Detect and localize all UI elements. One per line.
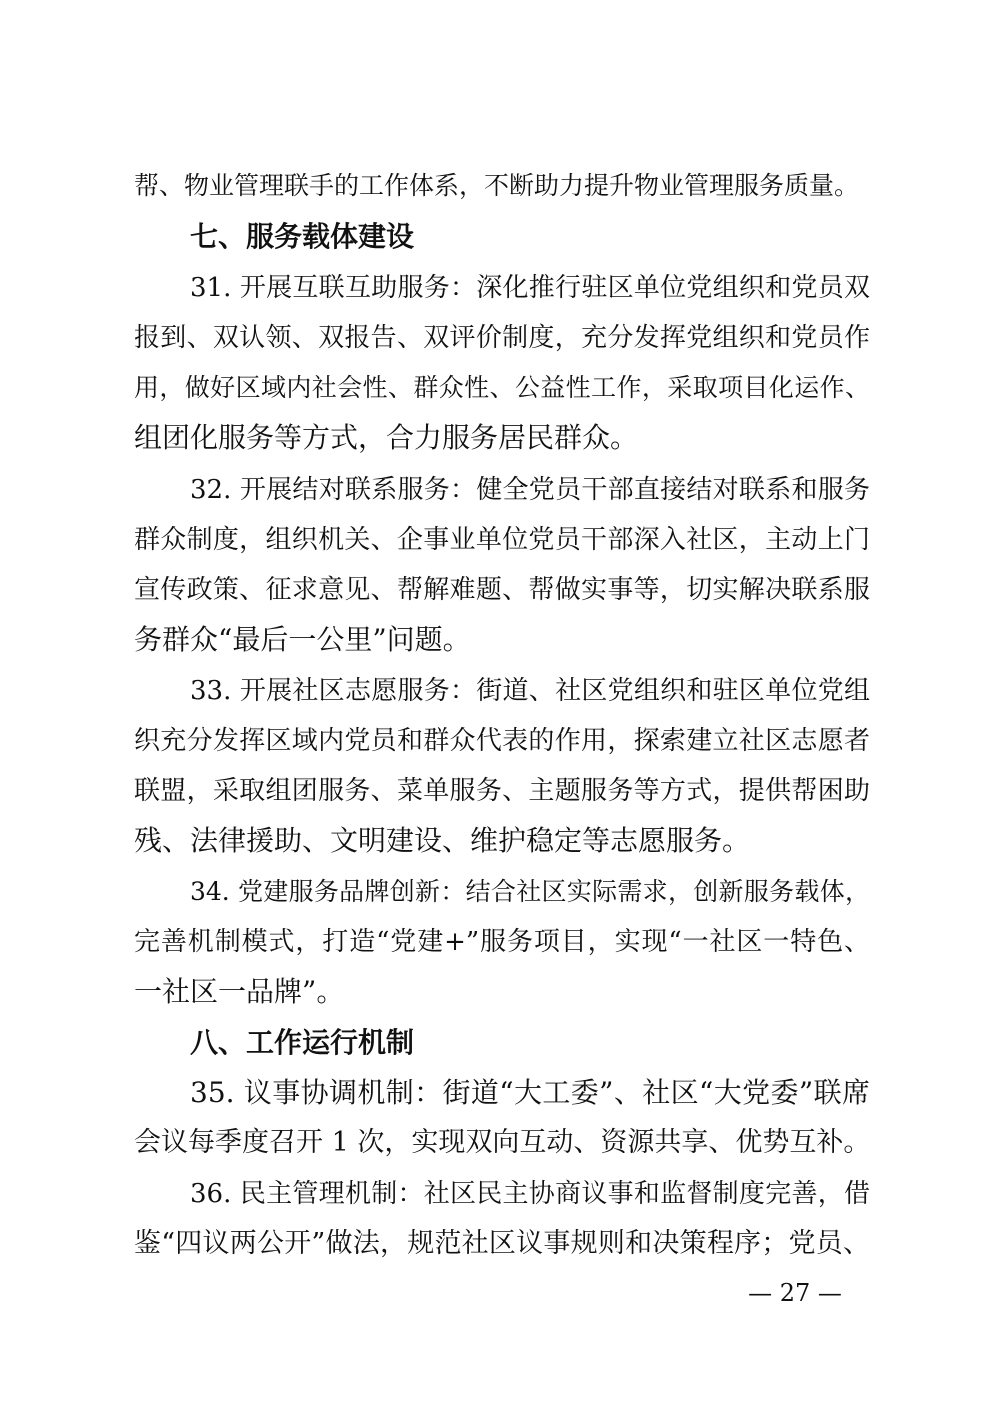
item-33-line-3: 联盟，采取组团服务、菜单服务、主题服务等方式，提供帮困助 bbox=[134, 776, 870, 806]
item-35-line-1: 35. 议事协调机制：街道“大工委”、社区“大党委”联席 bbox=[190, 1076, 870, 1109]
item-31-line-4: 组团化服务等方式，合力服务居民群众。 bbox=[134, 421, 639, 454]
item-31-line-1: 31. 开展互联互助服务：深化推行驻区单位党组织和党员双 bbox=[190, 273, 870, 303]
item-31-line-2: 报到、双认领、双报告、双评价制度，充分发挥党组织和党员作 bbox=[134, 323, 870, 353]
item-36-line-1: 36. 民主管理机制：社区民主协商议事和监督制度完善，借 bbox=[190, 1179, 870, 1209]
item-33-line-4: 残、法律援助、文明建设、维护稳定等志愿服务。 bbox=[134, 824, 751, 857]
item-32-line-4: 务群众“最后一公里”问题。 bbox=[134, 623, 471, 656]
paragraph-30-line-4: 帮、物业管理联手的工作体系，不断助力提升物业管理服务质量。 bbox=[134, 171, 860, 200]
item-31-line-3: 用，做好区域内社会性、群众性、公益性工作，采取项目化运作、 bbox=[134, 373, 870, 402]
item-33-line-1: 33. 开展社区志愿服务：街道、社区党组织和驻区单位党组 bbox=[190, 676, 870, 706]
item-34-line-1: 34. 党建服务品牌创新：结合社区实际需求，创新服务载体， bbox=[190, 877, 870, 906]
item-35-line-2: 会议每季度召开 1 次，实现双向互动、资源共享、优势互补。 bbox=[134, 1127, 871, 1158]
item-33-line-2: 织充分发挥区域内党员和群众代表的作用，探索建立社区志愿者 bbox=[134, 726, 870, 756]
page-number: — 27 — bbox=[748, 1279, 842, 1307]
section-heading-8: 八、工作运行机制 bbox=[190, 1026, 415, 1059]
section-heading-7: 七、服务载体建设 bbox=[190, 220, 415, 253]
item-36-line-2: 鉴“四议两公开”做法，规范社区议事规则和决策程序；党员、 bbox=[134, 1228, 870, 1259]
item-32-line-1: 32. 开展结对联系服务：健全党员干部直接结对联系和服务 bbox=[190, 475, 870, 505]
item-32-line-3: 宣传政策、征求意见、帮解难题、帮做实事等，切实解决联系服 bbox=[134, 575, 870, 605]
item-32-line-2: 群众制度，组织机关、企事业单位党员干部深入社区，主动上门 bbox=[134, 525, 870, 555]
item-34-line-2: 完善机制模式，打造“党建+”服务项目，实现“一社区一特色、 bbox=[134, 927, 870, 957]
item-34-line-3: 一社区一品牌”。 bbox=[134, 975, 345, 1008]
